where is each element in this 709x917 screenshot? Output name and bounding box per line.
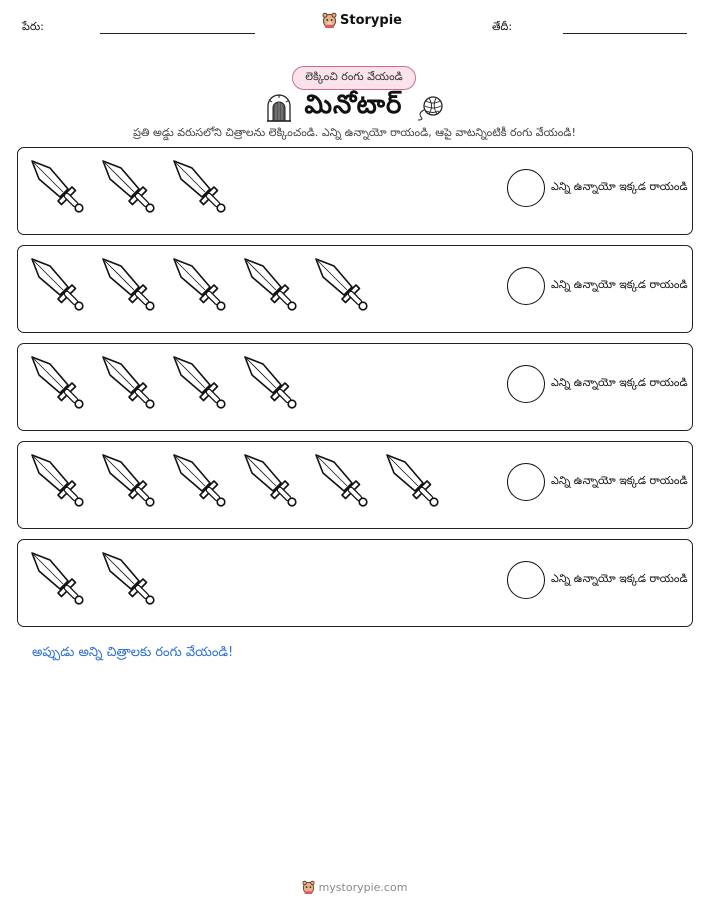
- site-footer: [0, 880, 709, 895]
- answer-circle[interactable]: [507, 365, 545, 403]
- answer-circle[interactable]: [507, 169, 545, 207]
- sword-icon[interactable]: [242, 452, 298, 510]
- counting-row: [17, 539, 693, 627]
- answer-circle[interactable]: [507, 267, 545, 305]
- name-line[interactable]: [100, 33, 255, 34]
- sword-icon[interactable]: [100, 158, 156, 216]
- activity-tag: లెక్కించి రంగు వేయండి: [292, 66, 416, 90]
- sword-icon[interactable]: [171, 256, 227, 314]
- answer-label: ఎన్ని ఉన్నాయో ఇక్కడ రాయండి: [551, 278, 688, 291]
- sword-icon[interactable]: [242, 256, 298, 314]
- yarn-ball-icon: [414, 95, 444, 121]
- storypie-logo: [322, 12, 402, 29]
- sword-icon[interactable]: [100, 354, 156, 412]
- sword-icon[interactable]: [313, 452, 369, 510]
- sword-icon[interactable]: [100, 452, 156, 510]
- sword-icon[interactable]: [242, 354, 298, 412]
- storypie-mascot-icon: [302, 880, 315, 895]
- answer-label: ఎన్ని ఉన్నాయో ఇక్కడ రాయండి: [551, 180, 688, 193]
- brand-name: Storypie: [340, 13, 402, 28]
- counting-row: [17, 147, 693, 235]
- sword-icon[interactable]: [29, 158, 85, 216]
- answer-circle[interactable]: [507, 561, 545, 599]
- storypie-mascot-icon: [322, 12, 337, 29]
- sword-icon[interactable]: [171, 158, 227, 216]
- title-row: [0, 90, 709, 126]
- answer-label: ఎన్ని ఉన్నాయో ఇక్కడ రాయండి: [551, 376, 688, 389]
- sword-icon[interactable]: [313, 256, 369, 314]
- answer-label: ఎన్ని ఉన్నాయో ఇక్కడ రాయండి: [551, 474, 688, 487]
- site-url[interactable]: mystorypie.com: [318, 881, 408, 894]
- answer-circle[interactable]: [507, 463, 545, 501]
- labyrinth-gate-icon: [265, 94, 293, 122]
- worksheet-title: మినోటార్: [304, 90, 403, 120]
- instructions: ప్రతి అడ్డు వరుసలోని చిత్రాలను లెక్కించండి. ఎన్ని ఉన్నాయో రాయండి, ఆపై వాటన్నింటికీ రంగు వేయండి!: [133, 126, 576, 139]
- sword-icon[interactable]: [29, 354, 85, 412]
- closing-instruction: అప్పుడు అన్ని చిత్రాలకు రంగు వేయండి!: [32, 645, 234, 660]
- sword-icon[interactable]: [29, 256, 85, 314]
- sword-icon[interactable]: [29, 550, 85, 608]
- counting-row: [17, 441, 693, 529]
- sword-icon[interactable]: [100, 256, 156, 314]
- name-label: పేరు:: [22, 20, 44, 33]
- sword-icon[interactable]: [171, 354, 227, 412]
- sword-icon[interactable]: [29, 452, 85, 510]
- sword-icon[interactable]: [384, 452, 440, 510]
- sword-icon[interactable]: [100, 550, 156, 608]
- counting-row: [17, 343, 693, 431]
- sword-icon[interactable]: [171, 452, 227, 510]
- date-line[interactable]: [563, 33, 687, 34]
- counting-row: [17, 245, 693, 333]
- date-label: తేదీ:: [492, 20, 513, 33]
- answer-label: ఎన్ని ఉన్నాయో ఇక్కడ రాయండి: [551, 572, 688, 585]
